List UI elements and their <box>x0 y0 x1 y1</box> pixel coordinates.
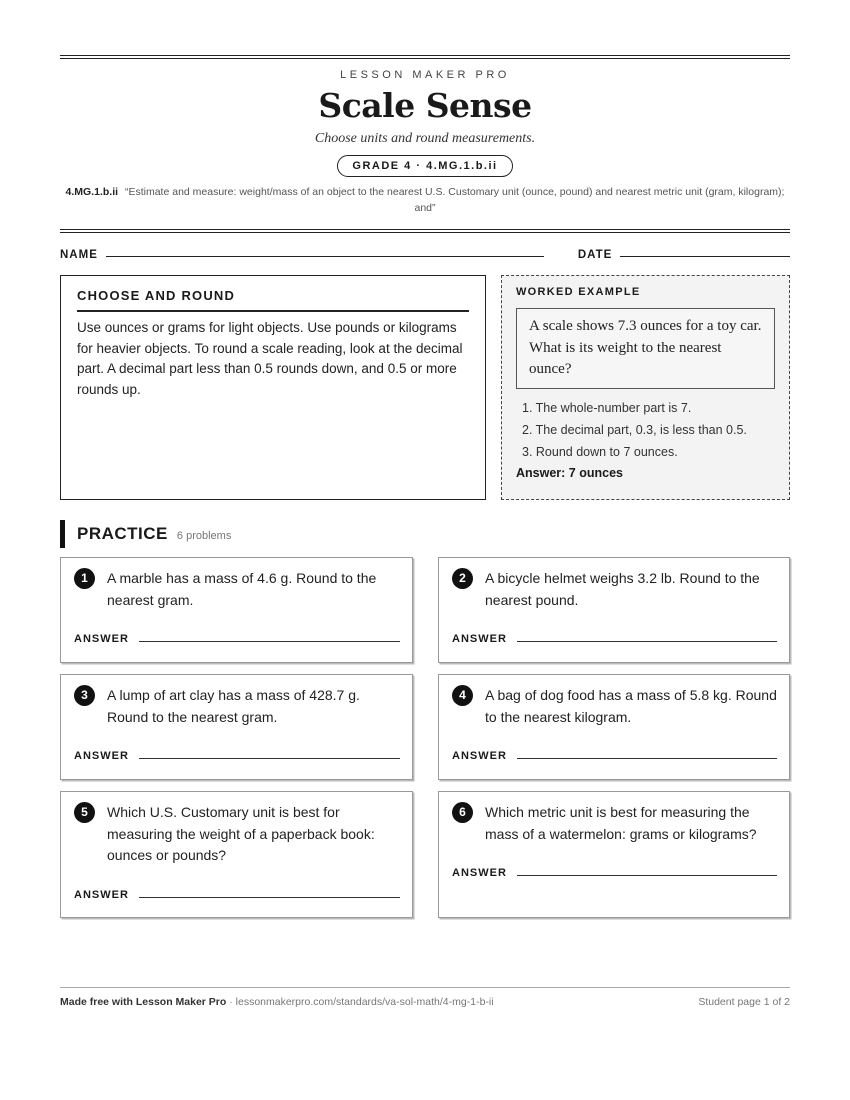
standard-description <box>60 184 790 216</box>
problem-text: Which metric unit is best for measuring the mass of a watermelon: grams or kilograms? <box>485 804 757 842</box>
problem-count: 6 problems <box>176 530 232 542</box>
top-rule <box>60 55 790 59</box>
worksheet-page <box>60 55 790 929</box>
answer-field[interactable] <box>139 641 400 642</box>
problem-card-3 <box>60 674 413 780</box>
answer-label: ANSWER <box>74 888 129 901</box>
answer-label: ANSWER <box>452 633 507 645</box>
date-label: DATE <box>577 249 613 261</box>
name-field[interactable] <box>106 256 544 257</box>
problem-card-2 <box>438 557 790 663</box>
footer-page-number: Student page 1 of 2 <box>698 996 790 1008</box>
choose-heading: CHOOSE AND ROUND <box>77 288 469 312</box>
brand-label: LESSON MAKER PRO <box>340 69 510 81</box>
name-label: NAME <box>60 249 98 261</box>
answer-field[interactable] <box>517 875 777 876</box>
header-bottom-rule <box>60 229 790 233</box>
problem-number: 4 <box>452 685 473 706</box>
problem-card-6 <box>438 791 790 918</box>
problem-text: A bicycle helmet weighs 3.2 lb. Round to the nearest pound. <box>485 570 760 608</box>
practice-header <box>60 520 790 548</box>
standard-code: 4.MG.1.b.ii <box>65 186 119 198</box>
answer-label: ANSWER <box>74 750 129 762</box>
worked-question: A scale shows 7.3 ounces for a toy car. What is its weight to the nearest ounce? <box>516 308 775 389</box>
page-footer <box>60 987 790 1008</box>
answer-label: ANSWER <box>74 633 129 645</box>
name-date-row <box>60 249 790 261</box>
problem-number: 1 <box>74 568 95 589</box>
worked-steps <box>516 397 775 463</box>
worked-step: 3. Round down to 7 ounces. <box>522 444 678 459</box>
problem-card-5 <box>60 791 413 918</box>
worked-example-box <box>501 275 790 500</box>
problem-number: 6 <box>452 802 473 823</box>
problem-text: A lump of art clay has a mass of 428.7 g. Round to the nearest gram. <box>107 687 360 725</box>
answer-field[interactable] <box>139 897 400 898</box>
answer-field[interactable] <box>139 758 400 759</box>
choose-and-round-box <box>60 275 486 500</box>
answer-field[interactable] <box>517 758 777 759</box>
worksheet-title: Scale Sense <box>318 86 532 125</box>
practice-title: PRACTICE <box>77 524 168 543</box>
worked-answer: Answer: 7 ounces <box>516 465 623 480</box>
problem-text: A marble has a mass of 4.6 g. Round to the nearest gram. <box>107 570 377 608</box>
footer-made-with: Made free with Lesson Maker Pro <box>60 996 227 1008</box>
standard-text: “Estimate and measure: weight/mass of an object to the nearest U.S. Customary unit (ounce, pound) and nearest metric unit (gram, kilogram); and” <box>124 186 785 214</box>
choose-body: Use ounces or grams for light objects. Use pounds or kilograms for heavier objects. To round a scale reading, look at the decimal part. A decimal part less than 0.5 rounds down, and 0.5 or more rounds up. <box>77 320 463 397</box>
date-field[interactable] <box>620 256 790 257</box>
worked-heading: WORKED EXAMPLE <box>516 286 641 298</box>
footer-url[interactable]: · lessonmakerpro.com/standards/va-sol-math/4-mg-1-b-ii <box>226 996 494 1008</box>
grade-badge: GRADE 4 · 4.MG.1.b.ii <box>337 155 512 177</box>
problem-card-4 <box>438 674 790 780</box>
worked-step: 1. The whole-number part is 7. <box>522 400 692 415</box>
problem-number: 5 <box>74 802 95 823</box>
footer-credit <box>60 996 494 1008</box>
practice-grid <box>60 557 790 929</box>
answer-label: ANSWER <box>452 867 507 879</box>
problem-text: A bag of dog food has a mass of 5.8 kg. Round to the nearest kilogram. <box>485 687 777 725</box>
problem-number: 3 <box>74 685 95 706</box>
problem-text: Which U.S. Customary unit is best for measuring the weight of a paperback book: ounces or pounds? <box>107 804 375 863</box>
answer-field[interactable] <box>517 641 777 642</box>
worked-step: 2. The decimal part, 0.3, is less than 0.5. <box>522 422 747 437</box>
problem-number: 2 <box>452 568 473 589</box>
problem-card-1 <box>60 557 413 663</box>
answer-label: ANSWER <box>452 750 507 762</box>
worksheet-subtitle: Choose units and round measurements. <box>314 131 536 146</box>
